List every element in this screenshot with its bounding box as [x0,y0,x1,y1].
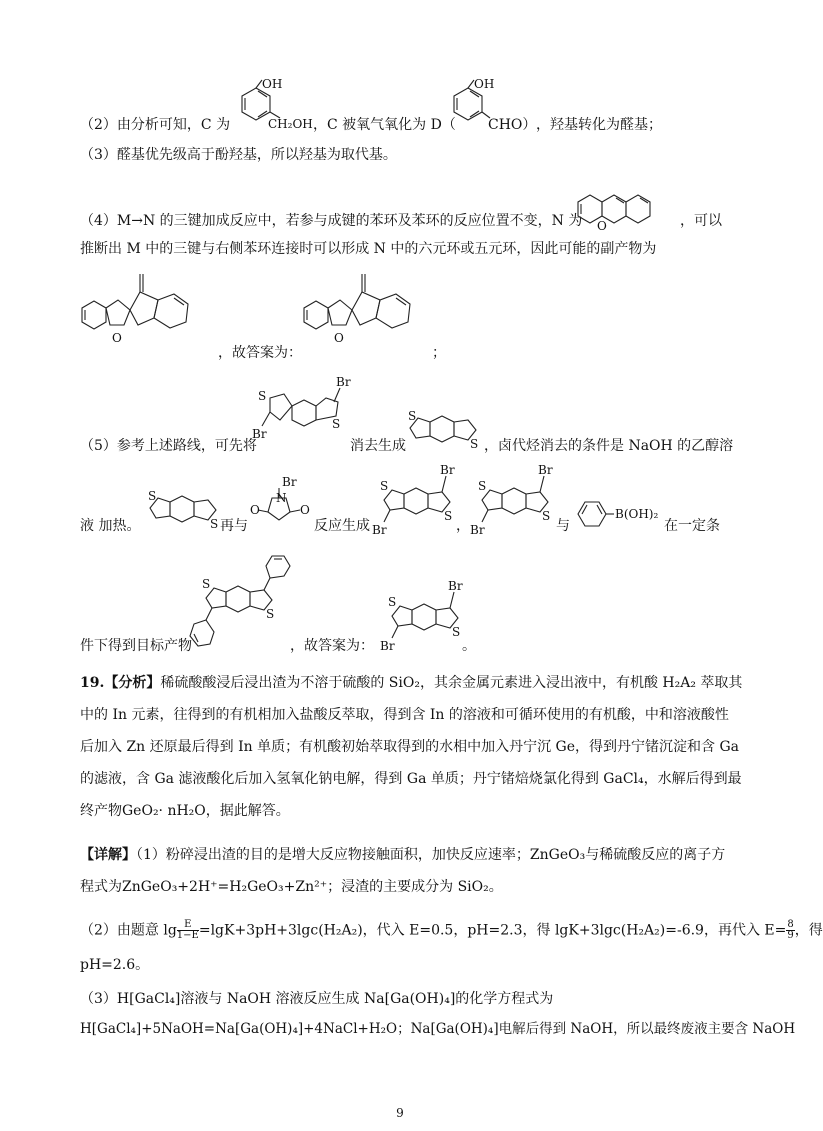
label-br: Br [470,523,485,537]
label-oh: OH [474,77,495,91]
structure-benzodithiophene [400,408,490,458]
q4-text-d: ； [432,345,446,361]
q5-text-line3c: 。 [462,638,476,654]
label-s: S [148,489,157,503]
page-number: 9 [396,1106,404,1120]
structure-diphenyl-product [186,548,302,652]
label-s: S [478,479,487,493]
label-s: S [380,479,389,493]
label-br: Br [380,639,395,653]
q19-line1: 稀硫酸酸浸后浸出渣为不溶于硫酸的 SiO₂，其余金属元素进入浸出液中，有机酸 H₂A₂ 萃取其 [160,675,743,691]
structure-benzodithiophene [140,488,230,538]
label-br: Br [538,463,553,477]
label-o: O [300,503,310,517]
label-o: O [250,503,260,517]
label-br: Br [440,463,455,477]
q5-text-line2a: 液 加热。 [80,518,141,534]
detail-line3c: ，得 [794,922,823,939]
q5-text-line2e: 与 [556,518,570,534]
q19-line5: 终产物GeO₂· nH₂O，据此解答。 [80,803,290,819]
label-br: Br [448,579,463,593]
q5-text-line2f: 在一定条 [664,518,720,534]
label-s: S [542,509,551,523]
detail-line1: （1）粉碎浸出渣的目的是增大反应物接触面积，加快反应速率；ZnGeO₃与稀硫酸反应的离子方 [136,847,726,863]
detail-line5: （3）H[GaCl₄]溶液与 NaOH 溶液反应生成 Na[Ga(OH)₄]的化学方程式为 [80,991,554,1007]
label-br: Br [336,375,351,389]
fraction-8-9: $\frac{8}{9}$ [787,919,794,941]
structure-phenylboronic-acid [574,494,670,534]
label-n: N [276,491,287,505]
label-s: S [470,437,479,451]
q2-text-cho: CHO） [488,117,537,133]
q4-text-b: ，可以 [680,213,722,229]
detail-line6: H[GaCl₄]+5NaOH=Na[Ga(OH)₄]+4NaCl+H₂O；Na[Ga(OH)₄]电解后得到 NaOH，所以最终废液主要含 NaOH [80,1021,796,1037]
structure-N-benzonaphthofuran [570,180,680,240]
label-br: Br [372,523,387,537]
label-br: Br [282,475,297,489]
label-o: O [334,331,344,345]
label-s: S [452,625,461,639]
q5-text-b: 消去生成 [350,438,406,454]
label-s: S [210,517,219,531]
structure-answer-dibromo [376,576,476,656]
label-br: Br [252,427,267,441]
label-o: O [597,219,607,233]
q5-text-line2d: ， [456,518,470,534]
q5-text-line3b: ，故答案为： [290,638,374,654]
fraction-e: $\frac{E}{1-E}$ [176,919,199,941]
q4-text-c: ，故答案为： [218,345,302,361]
detail-line4: pH=2.6。 [80,957,150,973]
q5-text-line2c: 反应生成 [314,518,370,534]
q19-line4: 的滤液，含 Ga 滤液酸化后加入氢氧化钠电解，得到 Ga 单质；丹宁锗焙烧氯化得到 GaCl₄，水解后得到最 [80,771,742,787]
label-oh: OH [262,77,283,91]
q5-text-line3a: 件下得到目标产物 [80,638,192,654]
q19-line3: 后加入 Zn 还原最后得到 In 单质；有机酸初始萃取得到的水相中加入丹宁沉 Ge，得到丹宁锗沉淀和含 Ga [80,739,739,755]
label-s: S [444,509,453,523]
q2-text-b: ，C 被氧气氧化为 D（ [313,117,456,133]
q2-text-a: （2）由分析可知，C 为 [80,117,231,133]
q5-text-c: ，卤代烃消去的条件是 NaOH 的乙醇溶 [484,438,734,454]
detail-line2: 程式为ZnGeO₃+2H⁺=H₂GeO₃+Zn²⁺；浸渣的主要成分为 SiO₂。 [80,879,503,895]
q19-line2: 中的 In 元素，往得到的有机相加入盐酸反萃取，得到含 In 的溶液和可循环使用的有机酸，中和溶液酸性 [80,707,729,723]
label-ch2oh: CH₂OH [268,117,313,131]
structure-byproduct-1 [78,270,218,370]
structure-NBS [250,475,320,538]
detail-tag: 【详解】 [80,847,136,863]
structure-dibromo-product-1 [368,460,468,540]
q3-text: （3）醛基优先级高于酚羟基，所以羟基为取代基。 [80,147,397,163]
detail-line3b: =lgK+3pH+3lgc(H₂A₂)，代入 E=0.5，pH=2.3，得 lgK+3lgc(H₂A₂)=-6.9，再代入 E= [198,922,787,939]
label-s: S [408,409,417,423]
structure-byproduct-2 [300,270,440,370]
label-s: S [202,577,211,591]
label-s: S [332,417,341,431]
label-s: S [258,389,267,403]
structure-salicyl-alcohol [222,78,322,138]
label-s: S [388,595,397,609]
q4-text-a: （4）M→N 的三键加成反应中，若参与成键的苯环及苯环的反应位置不变，N 为 [80,213,583,229]
q2-text-c: ，羟基转化为醛基； [536,117,662,133]
q5-text-line2b: 再与 [220,518,248,534]
label-o: O [112,331,122,345]
q4-text-line2: 推断出 M 中的三键与右侧苯环连接时可以形成 N 中的六元环或五元环，因此可能的副产物为 [80,241,657,257]
structure-dibromo-product-2 [466,460,566,540]
label-s: S [266,607,275,621]
q19-tag: 19.【分析】 [80,675,161,691]
q5-text-a: （5）参考上述路线，可先将 [80,438,257,454]
label-boh2: B(OH)₂ [615,507,659,521]
detail-line3a: （2）由题意 lg [80,922,177,939]
